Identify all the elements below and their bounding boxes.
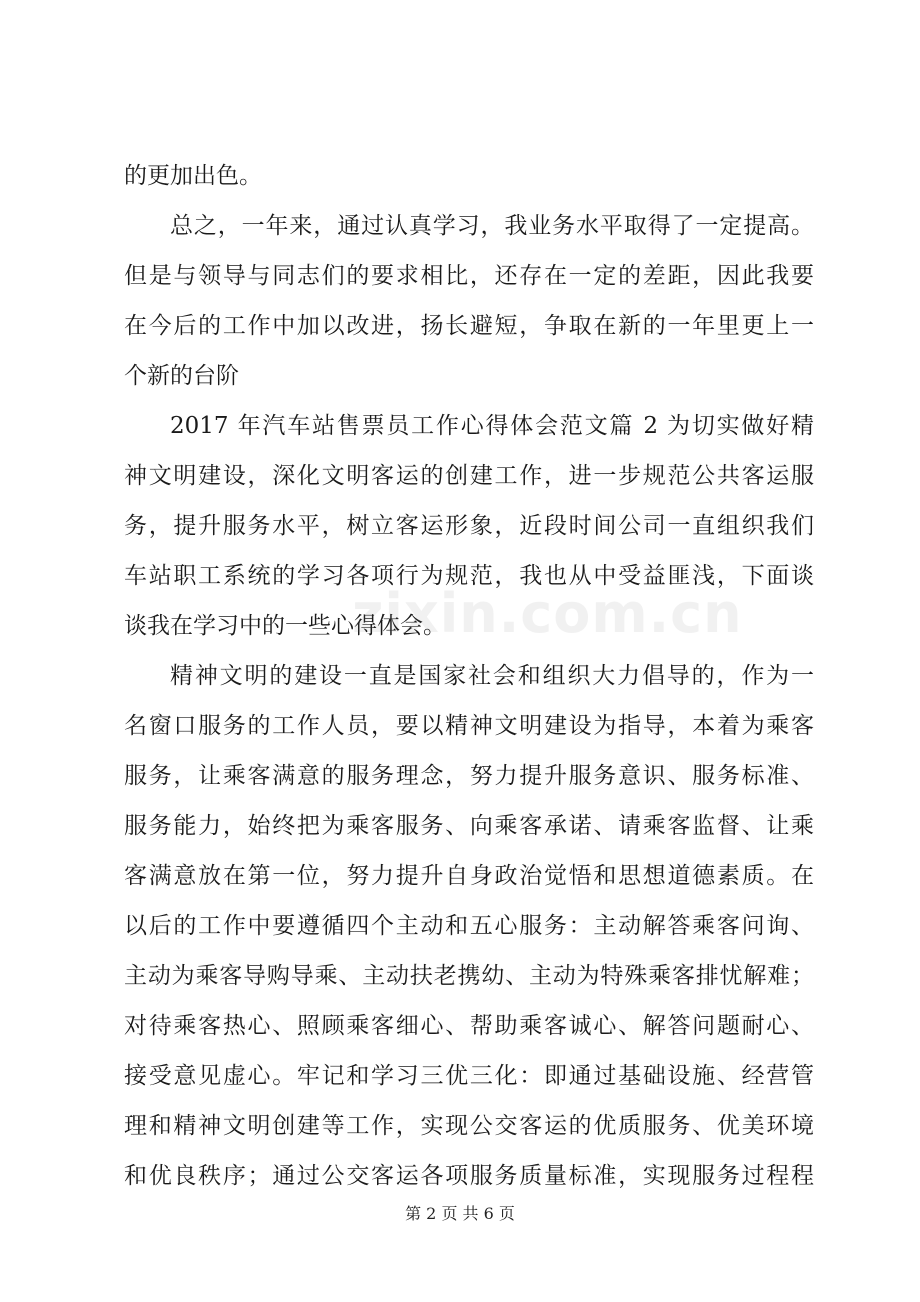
text-line-19: 接受意见虚心。牢记和学习三优三化：即通过基础设施、经营管 xyxy=(124,1063,814,1089)
text-line-2: 总之，一年来，通过认真学习，我业务水平取得了一定提高。 xyxy=(170,213,814,239)
text-line-13: 服务，让乘客满意的服务理念，努力提升服务意识、服务标准、 xyxy=(124,763,814,789)
text-line-3: 但是与领导与同志们的要求相比，还存在一定的差距，因此我要 xyxy=(124,263,814,289)
text-line-5: 个新的台阶 xyxy=(124,363,239,389)
text-line-11: 精神文明的建设一直是国家社会和组织大力倡导的，作为一 xyxy=(170,663,814,689)
text-line-20: 理和精神文明创建等工作，实现公交客运的优质服务、优美环境 xyxy=(124,1113,814,1139)
text-line-6: 2017 年汽车站售票员工作心得体会范文篇 2 为切实做好精 xyxy=(170,413,814,439)
text-line-14: 服务能力，始终把为乘客服务、向乘客承诺、请乘客监督、让乘 xyxy=(124,813,814,839)
text-line-18: 对待乘客热心、照顾乘客细心、帮助乘客诚心、解答问题耐心、 xyxy=(124,1013,814,1039)
text-line-1: 的更加出色。 xyxy=(124,163,262,189)
page-number-footer: 第 2 页 共 6 页 xyxy=(405,1204,515,1223)
text-line-8: 务，提升服务水平，树立客运形象，近段时间公司一直组织我们 xyxy=(124,513,814,539)
text-line-4: 在今后的工作中加以改进，扬长避短，争取在新的一年里更上一 xyxy=(124,313,814,339)
text-line-12: 名窗口服务的工作人员，要以精神文明建设为指导，本着为乘客 xyxy=(124,713,814,739)
text-line-17: 主动为乘客导购导乘、主动扶老携幼、主动为特殊乘客排忧解难； xyxy=(124,963,814,989)
text-line-21: 和优良秩序；通过公交客运各项服务质量标准，实现服务过程程 xyxy=(124,1163,814,1189)
text-line-15: 客满意放在第一位，努力提升自身政治觉悟和思想道德素质。在 xyxy=(124,863,814,889)
text-line-9: 车站职工系统的学习各项行为规范，我也从中受益匪浅，下面谈 xyxy=(124,563,814,589)
text-line-16: 以后的工作中要遵循四个主动和五心服务：主动解答乘客问询、 xyxy=(124,913,814,939)
text-line-10: 谈我在学习中的一些心得体会。 xyxy=(124,613,446,639)
text-line-7: 神文明建设，深化文明客运的创建工作，进一步规范公共客运服 xyxy=(124,463,814,489)
watermark: zixin.com.cn xyxy=(352,582,743,645)
